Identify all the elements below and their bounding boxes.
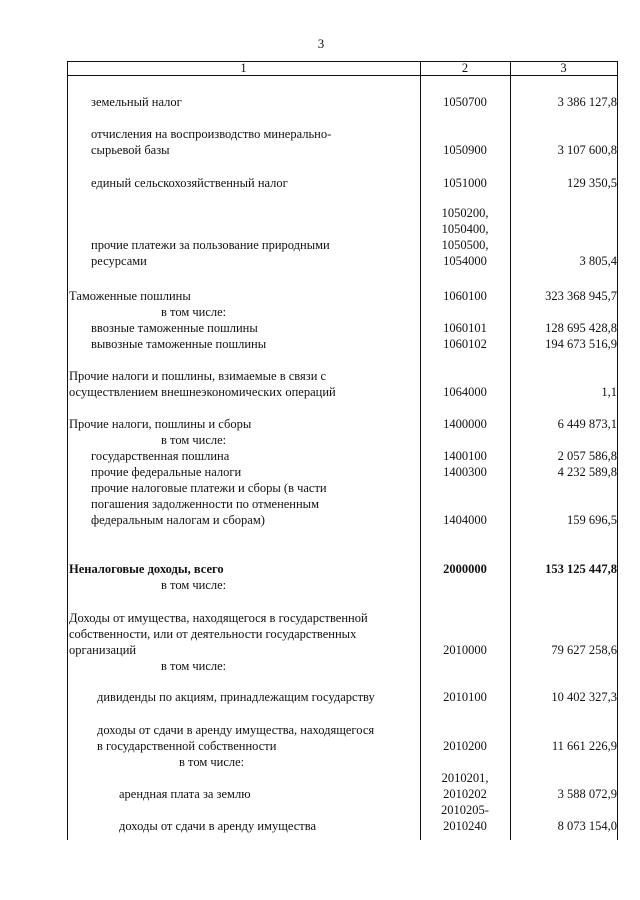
row-name: Таможенные пошлины <box>69 289 191 303</box>
row-name: прочие платежи за пользование природными ресурсами <box>91 238 330 268</box>
row-code: 1060101 <box>443 321 487 335</box>
column-header-3: 3 <box>560 61 567 75</box>
row-name: Прочие налоги и пошлины, взимаемые в связи с осуществлением внешнеэкономических операций <box>69 369 336 399</box>
row-code: 1050900 <box>443 143 487 157</box>
row-value: 159 696,5 <box>567 513 617 527</box>
row-name: прочие федеральные налоги <box>91 465 242 479</box>
row-value: 3 588 072,9 <box>557 787 617 801</box>
row-name: вывозные таможенные пошлины <box>91 337 267 351</box>
row-value: 4 232 589,8 <box>557 465 617 479</box>
row-value: 1,1 <box>601 385 617 399</box>
row-code: 1050700 <box>443 95 487 109</box>
row-name: дивиденды по акциям, принадлежащим государству <box>97 690 375 704</box>
column-header-1: 1 <box>240 61 247 75</box>
row-value: 153 125 447,8 <box>545 562 617 576</box>
row-name: в том числе: <box>161 578 227 592</box>
row-value: 128 695 428,8 <box>545 321 617 335</box>
row-name: в том числе: <box>161 433 227 447</box>
row-value: 11 661 226,9 <box>551 739 617 753</box>
row-name: Доходы от имущества, находящегося в государственной собственности, или от деятельности государственных организаций <box>69 611 368 657</box>
row-name: государственная пошлина <box>91 449 230 463</box>
row-name: доходы от сдачи в аренду имущества, находящегося в государственной собственности <box>97 723 375 753</box>
row-code: 1064000 <box>443 385 487 399</box>
row-value: 2 057 586,8 <box>557 449 617 463</box>
page-number: 3 <box>317 36 325 51</box>
header-bottom-border <box>67 75 618 76</box>
row-code: 2010201, 2010202 <box>441 771 489 801</box>
row-code: 1060100 <box>443 289 487 303</box>
table-right-border <box>617 61 618 840</box>
row-code: 2010205- 2010240 <box>441 803 489 833</box>
row-code: 2010100 <box>443 690 487 704</box>
row-code: 2010000 <box>443 643 487 657</box>
row-name: ввозные таможенные пошлины <box>91 321 258 335</box>
revenue-table <box>67 61 618 840</box>
table-left-border <box>67 61 68 840</box>
row-name: арендная плата за землю <box>119 787 251 801</box>
row-code: 1400000 <box>443 417 487 431</box>
row-name: прочие налоговые платежи и сборы (в части погашения задолженности по отмененным федеральным налогам и сборам) <box>91 481 327 527</box>
row-name: в том числе: <box>161 305 227 319</box>
row-name: земельный налог <box>91 95 182 109</box>
row-name: в том числе: <box>179 755 245 769</box>
row-value: 194 673 516,9 <box>545 337 617 351</box>
row-name: доходы от сдачи в аренду имущества <box>119 819 317 833</box>
row-code: 2000000 <box>443 562 487 576</box>
row-name: Неналоговые доходы, всего <box>69 562 224 576</box>
row-value: 323 368 945,7 <box>545 289 617 303</box>
row-value: 3 107 600,8 <box>557 143 617 157</box>
row-value: 6 449 873,1 <box>557 417 617 431</box>
row-code: 1400300 <box>443 465 487 479</box>
row-name: в том числе: <box>161 659 227 673</box>
row-code: 1400100 <box>443 449 487 463</box>
row-code: 1060102 <box>443 337 487 351</box>
row-code: 2010200 <box>443 739 487 753</box>
row-value: 129 350,5 <box>567 176 617 190</box>
row-value: 8 073 154,0 <box>557 819 617 833</box>
row-name: единый сельскохозяйственный налог <box>91 176 288 190</box>
row-code: 1050200, 1050400, 1050500, 1054000 <box>441 206 489 268</box>
row-name: Прочие налоги, пошлины и сборы <box>69 417 252 431</box>
row-value: 3 386 127,8 <box>557 95 617 109</box>
row-code: 1051000 <box>443 176 487 190</box>
row-value: 10 402 327,3 <box>551 690 617 704</box>
row-value: 79 627 258,6 <box>551 643 617 657</box>
column-header-2: 2 <box>461 61 469 75</box>
column-divider <box>420 61 421 840</box>
row-value: 3 805,4 <box>579 254 617 268</box>
row-code: 1404000 <box>443 513 487 527</box>
row-name: отчисления на воспроизводство минерально- сырьевой базы <box>91 127 332 157</box>
